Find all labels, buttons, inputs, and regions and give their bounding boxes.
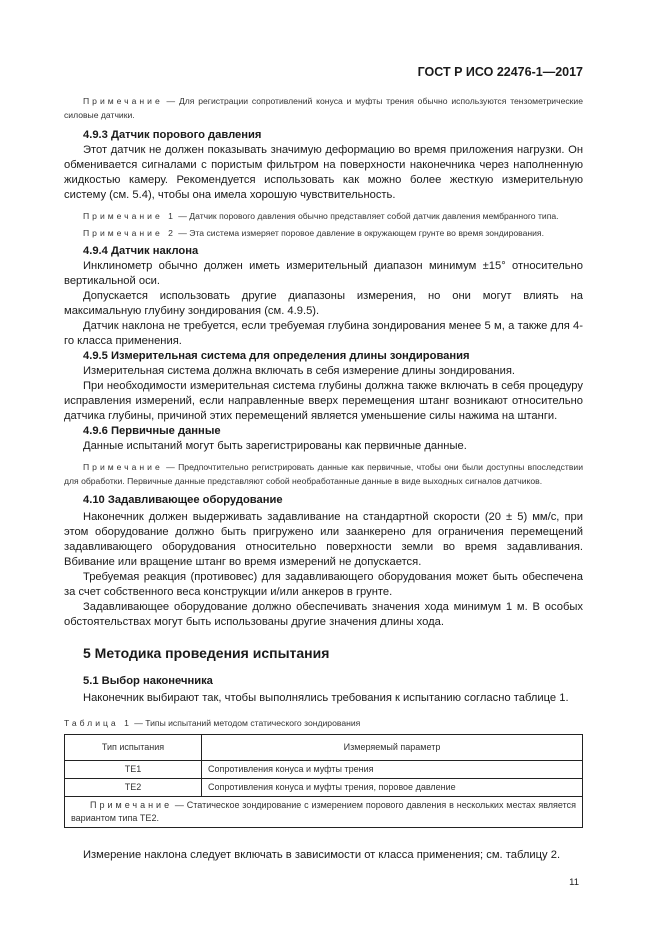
note-label: Примечание 1 bbox=[83, 211, 176, 221]
table bbox=[64, 734, 583, 828]
paragraph: Этот датчик не должен показывать значимую деформацию во время приложения нагрузки. Он обменивается сигналами с пористым фильтром на поверхности наконечника через наполненную жидкостью камеру. Рекомендуется использовать как можно более жесткую измерительную систему (см. 5.4), чтобы она имела хорошую чувствительность. bbox=[64, 144, 583, 201]
table-row bbox=[65, 779, 583, 797]
table-caption: Таблица 1 — Типы испытаний методом статического зондирования bbox=[64, 718, 361, 728]
note-text: — Эта система измеряет поровое давление в окружающем грунте во время зондирования. bbox=[175, 228, 544, 238]
paragraph: Наконечник должен выдерживать задавливание на стандартной скорости (20 ± 5) мм/с, при этом оборудование должно быть пригружено или заанкерено для ограничения перемещений задавливающего оборудования относительно поверхности земли во время задавливания. Вбивание или вращение штанг во время измерений не допускается. bbox=[64, 511, 583, 568]
note-label: Примечание bbox=[83, 96, 163, 106]
section-heading: 4.10 Задавливающее оборудование bbox=[83, 494, 283, 506]
section-heading: 4.9.6 Первичные данные bbox=[83, 425, 221, 437]
section-heading: 5.1 Выбор наконечника bbox=[83, 675, 213, 687]
note-text: — Датчик порового давления обычно представляет собой датчик давления мембранного типа. bbox=[175, 211, 559, 221]
final-paragraph: Измерение наклона следует включать в зависимости от класса применения; см. таблицу 2. bbox=[83, 849, 561, 861]
table-row bbox=[65, 761, 583, 779]
paragraph: Данные испытаний могут быть зарегистрированы как первичные данные. bbox=[83, 440, 467, 452]
table-1 bbox=[64, 716, 583, 828]
paragraph: Датчик наклона не требуется, если требуемая глубина зондирования менее 5 м, а также для 4-го класса применения. bbox=[64, 320, 583, 347]
section-heading: 4.9.4 Датчик наклона bbox=[83, 245, 199, 257]
header-cell: Измеряемый параметр bbox=[202, 735, 583, 761]
section-4-9-3 bbox=[64, 128, 583, 240]
section-5-heading: 5 Методика проведения испытания bbox=[83, 645, 330, 661]
cell: TE2 bbox=[65, 779, 202, 797]
note-label: Примечание 2 bbox=[83, 228, 176, 238]
paragraph: Наконечник выбирают так, чтобы выполнялись требования к испытанию согласно таблице 1. bbox=[83, 692, 569, 704]
document-header: ГОСТ Р ИСО 22476-1—2017 bbox=[417, 65, 583, 79]
section-4-9-4 bbox=[64, 244, 583, 488]
paragraph: Измерительная система должна включать в себя измерение длины зондирования. bbox=[83, 365, 515, 377]
section-4-10 bbox=[64, 493, 583, 630]
paragraph: Инклинометр обычно должен иметь измерительный диапазон минимум ±15° относительно вертикальной оси. bbox=[64, 260, 583, 287]
cell: Сопротивления конуса и муфты трения, поровое давление bbox=[202, 779, 583, 797]
section-5-1 bbox=[64, 674, 583, 706]
table-header-row bbox=[65, 735, 583, 761]
note-label: Примечание bbox=[83, 462, 163, 472]
note-text: — Для регистрации сопротивлений конуса и муфты трения обычно используются тензометрические силовые датчики. bbox=[64, 96, 583, 120]
paragraph: Задавливающее оборудование должно обеспечивать значения хода минимум 1 м. В особых обстоятельствах могут быть использованы другие значения длины хода. bbox=[64, 601, 583, 628]
note-top bbox=[64, 94, 583, 122]
paragraph: При необходимости измерительная система глубины должна также включать в себя процедуру исправления измерений, если направленные вверх перемещения штанг возникают относительно датчика глубины, причиной этих перемещений является уменьшение силы нажима на штанги. bbox=[64, 380, 583, 422]
section-heading: 4.9.5 Измерительная система для определения длины зондирования bbox=[83, 350, 470, 362]
table-note-row: Примечание — Статическое зондирование с измерением порового давления в нескольких местах является вариантом типа TE2. bbox=[65, 797, 583, 828]
paragraph: Допускается использовать другие диапазоны измерения, но они могут влиять на максимальную глубину зондирования (см. 4.9.5). bbox=[64, 290, 583, 317]
section-heading: 4.9.3 Датчик порового давления bbox=[83, 129, 262, 141]
page-number: 11 bbox=[569, 877, 579, 888]
cell: Сопротивления конуса и муфты трения bbox=[202, 761, 583, 779]
paragraph: Требуемая реакция (противовес) для задавливающего оборудования может быть обеспечена за счет собственного веса конструкции и/или анкеров в грунте. bbox=[64, 571, 583, 598]
note-text: — Предпочтительно регистрировать данные как первичные, чтобы они были доступны впоследствии для обработки. Первичные данные представляют собой необработанные данные в виде выходных сигналов датчиков. bbox=[64, 462, 583, 486]
cell: TE1 bbox=[65, 761, 202, 779]
header-cell: Тип испытания bbox=[65, 735, 202, 761]
